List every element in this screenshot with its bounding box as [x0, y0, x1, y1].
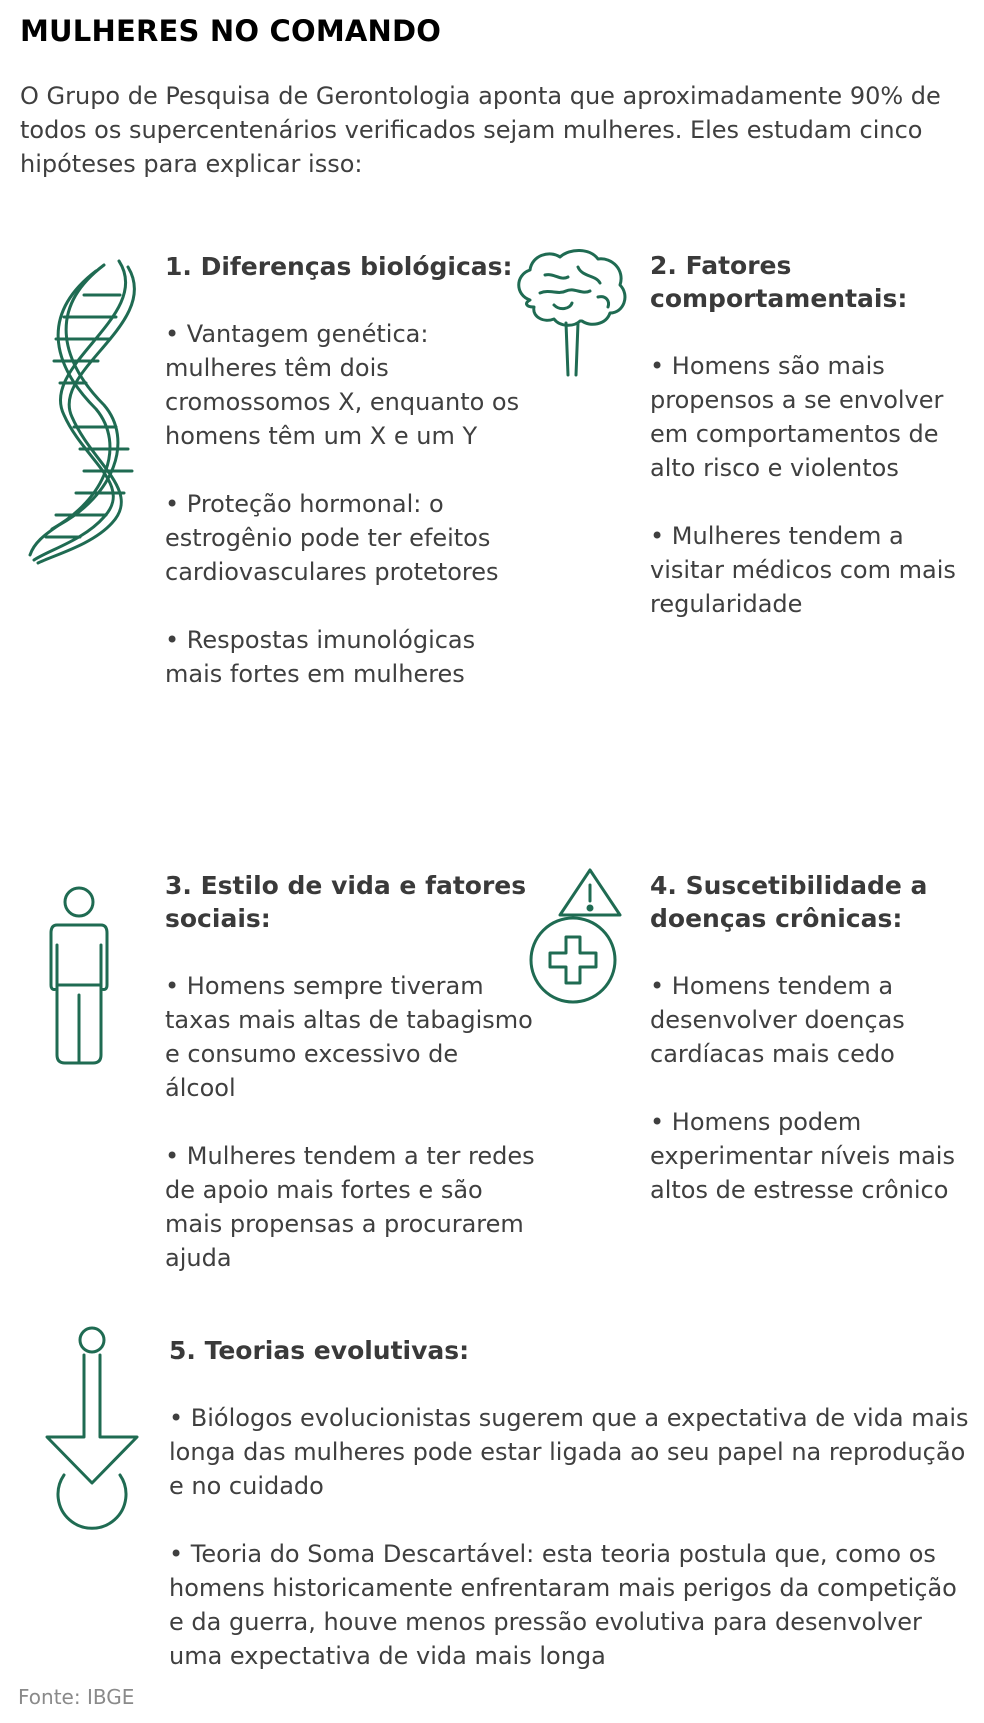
section-behavioral-factors [650, 249, 960, 621]
bullet-item: • Respostas imunológicas mais fortes em mulheres [165, 626, 476, 688]
section-title: 5. Teorias evolutivas: [169, 1336, 470, 1365]
section-title: 2. Fatores comportamentais: [650, 251, 908, 313]
section-lifestyle-social [165, 869, 535, 1275]
section-title: 1. Diferenças biológicas: [165, 252, 513, 281]
bullet-item: • Teoria do Soma Descartável: esta teoria postula que, como os homens historicamente enfrentaram mais perigos da competição e da guerra, houve menos pressão evolutiva para desenvolver uma expectativa de vida mais longa [169, 1540, 957, 1670]
descending-arrow-icon [42, 1325, 142, 1535]
brain-icon [510, 245, 630, 380]
bullet-item: • Mulheres tendem a visitar médicos com mais regularidade [650, 522, 956, 618]
section-title: 4. Suscetibilidade a doenças crônicas: [650, 871, 928, 933]
bullet-item: • Homens são mais propensos a se envolver em comportamentos de alto risco e violentos [650, 352, 944, 482]
bullet-item: • Mulheres tendem a ter redes de apoio mais fortes e são mais propensas a procurarem ajuda [165, 1142, 535, 1272]
bullet-item: • Biólogos evolucionistas sugerem que a expectativa de vida mais longa das mulheres pode estar ligada ao seu papel na reprodução e no cuidado [169, 1404, 969, 1500]
section-evolutionary-theories [169, 1334, 969, 1673]
bullet-item: • Homens sempre tiveram taxas mais altas de tabagismo e consumo excessivo de álcool [165, 972, 533, 1102]
bullet-item: • Vantagem genética: mulheres têm dois cromossomos X, enquanto os homens têm um X e um Y [165, 320, 520, 450]
page-title: MULHERES NO COMANDO [20, 14, 442, 48]
source-note: Fonte: IBGE [18, 1685, 135, 1709]
dna-icon [24, 255, 144, 565]
section-title: 3. Estilo de vida e fatores sociais: [165, 871, 527, 933]
bullet-item: • Proteção hormonal: o estrogênio pode ter efeitos cardiovasculares protetores [165, 490, 499, 586]
bullet-item: • Homens tendem a desenvolver doenças cardíacas mais cedo [650, 972, 905, 1068]
section-chronic-diseases [650, 869, 970, 1207]
warning-medical-cross-icon [528, 865, 628, 1005]
person-icon [45, 885, 115, 1070]
section-biological-differences [165, 250, 520, 691]
bullet-item: • Homens podem experimentar níveis mais altos de estresse crônico [650, 1108, 955, 1204]
intro-paragraph: O Grupo de Pesquisa de Gerontologia aponta que aproximadamente 90% de todos os supercentenários verificados sejam mulheres. Eles estudam cinco hipóteses para explicar isso: [20, 82, 941, 178]
